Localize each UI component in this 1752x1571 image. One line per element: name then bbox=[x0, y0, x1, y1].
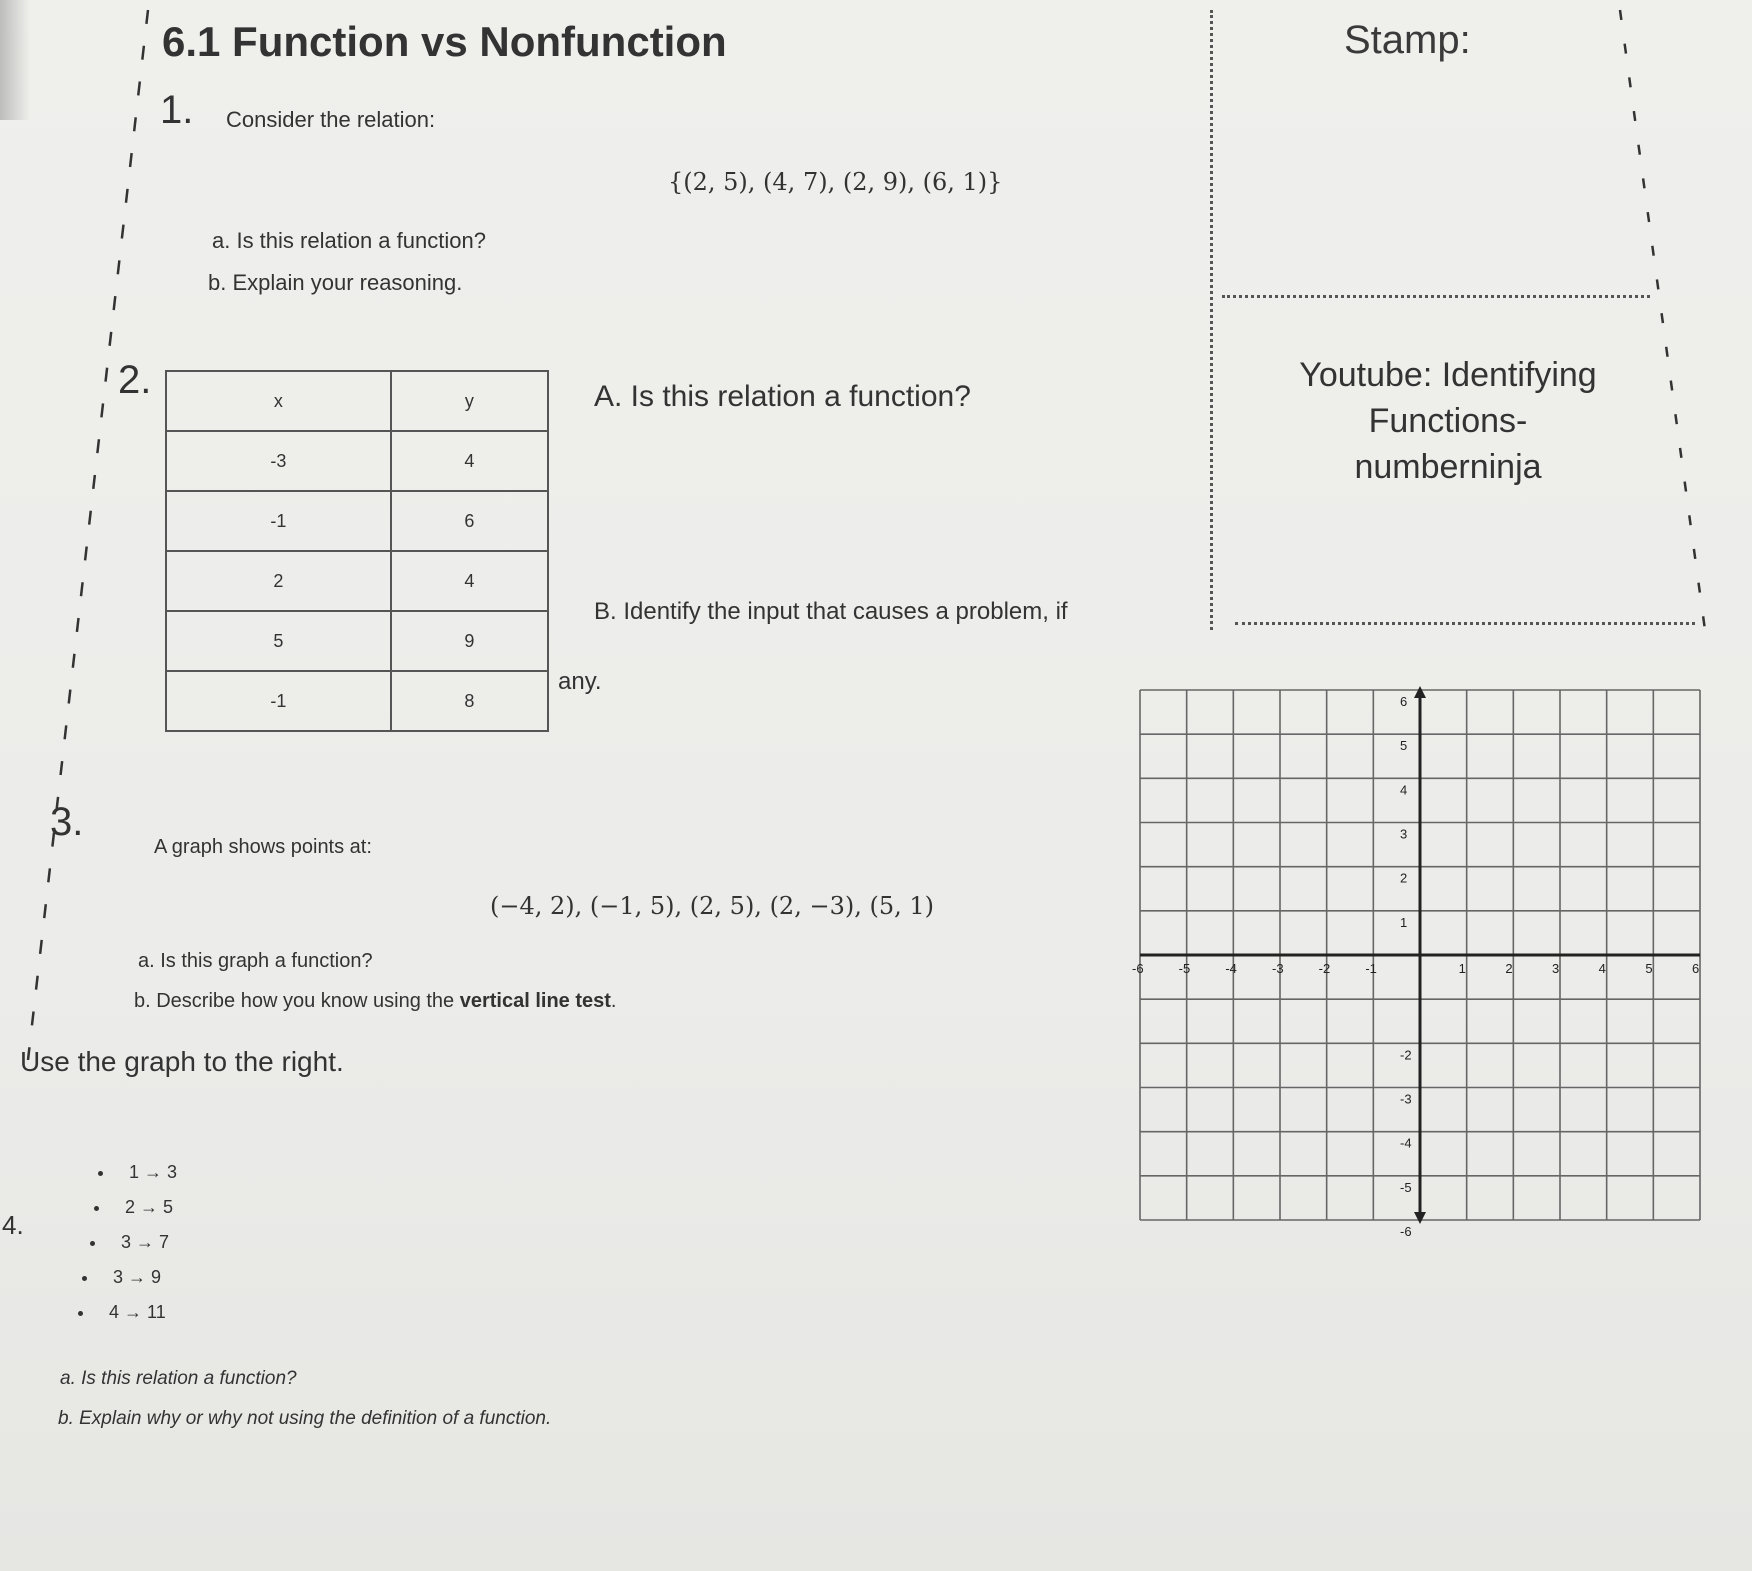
table-cell: 4 bbox=[391, 551, 548, 611]
table-row bbox=[166, 611, 548, 671]
x-tick-label: -4 bbox=[1225, 961, 1237, 976]
x-tick-label: 2 bbox=[1505, 961, 1513, 976]
bullet-icon bbox=[98, 1171, 103, 1176]
q3-vertical-line-test: vertical line test bbox=[459, 990, 611, 1012]
bullet-icon bbox=[78, 1311, 83, 1316]
stamp-label: Stamp: bbox=[1344, 18, 1471, 62]
list-item bbox=[78, 1302, 177, 1323]
y-tick-label: 2 bbox=[1400, 870, 1408, 886]
q3-points: (−4, 2), (−1, 5), (2, 5), (2, −3), (5, 1) bbox=[490, 892, 934, 920]
table-cell: 9 bbox=[391, 611, 548, 671]
grid-tick-labels bbox=[1132, 694, 1699, 1239]
q2-number: 2. bbox=[118, 358, 152, 402]
table-cell: 6 bbox=[391, 491, 548, 551]
table-cell: -3 bbox=[166, 431, 391, 491]
youtube-reference bbox=[1258, 352, 1638, 490]
list-item bbox=[82, 1267, 177, 1288]
table-header-row bbox=[166, 371, 548, 431]
page-title: 6.1 Function vs Nonfunction bbox=[162, 18, 727, 65]
table-row bbox=[166, 491, 548, 551]
y-axis-arrow-up-icon bbox=[1414, 686, 1426, 698]
q2-part-b-line1: B. Identify the input that causes a problem, if bbox=[594, 598, 1068, 625]
y-tick-label: -6 bbox=[1400, 1224, 1412, 1239]
x-tick-label: -1 bbox=[1365, 961, 1377, 976]
mapping-text: 1 → 3 bbox=[129, 1162, 178, 1182]
q3-prompt: A graph shows points at: bbox=[154, 836, 372, 858]
x-tick-label: 3 bbox=[1552, 961, 1560, 976]
mapping-text: 2 → 5 bbox=[125, 1197, 174, 1217]
mapping-text: 4 → 11 bbox=[109, 1302, 166, 1322]
x-tick-label: 5 bbox=[1645, 961, 1653, 976]
youtube-line-3: numberninja bbox=[1354, 448, 1542, 486]
table-cell: 2 bbox=[166, 551, 391, 611]
q4-part-a: a. Is this relation a function? bbox=[60, 1368, 297, 1389]
q4-part-b: b. Explain why or why not using the definition of a function. bbox=[58, 1408, 552, 1429]
table-cell: -1 bbox=[166, 671, 391, 731]
stamp-box-right-border bbox=[1600, 0, 1730, 640]
y-axis-arrow-down-icon bbox=[1414, 1212, 1426, 1224]
bullet-icon bbox=[82, 1276, 87, 1281]
q1-part-a: a. Is this relation a function? bbox=[212, 228, 486, 253]
table-header-x: x bbox=[166, 371, 391, 431]
youtube-line-1: Youtube: Identifying bbox=[1299, 356, 1597, 394]
y-tick-label: -2 bbox=[1400, 1047, 1412, 1063]
q1-number: 1. bbox=[160, 88, 194, 132]
table-cell: 5 bbox=[166, 611, 391, 671]
q2-relation-table bbox=[165, 370, 549, 732]
x-tick-label: 6 bbox=[1692, 961, 1700, 976]
x-tick-label: -3 bbox=[1272, 961, 1284, 976]
stamp-box-left-border bbox=[1210, 10, 1213, 630]
x-tick-label: -2 bbox=[1318, 961, 1331, 976]
x-tick-label: -5 bbox=[1178, 961, 1191, 976]
y-tick-label: 4 bbox=[1400, 782, 1408, 798]
table-cell: -1 bbox=[166, 491, 391, 551]
mapping-text: 3 → 7 bbox=[121, 1232, 170, 1252]
x-tick-label: -6 bbox=[1132, 961, 1144, 976]
table-cell: 4 bbox=[391, 431, 548, 491]
y-tick-label: 6 bbox=[1400, 694, 1408, 709]
y-tick-label: -4 bbox=[1400, 1135, 1412, 1151]
bullet-icon bbox=[94, 1206, 99, 1211]
q4-number: 4. bbox=[2, 1210, 24, 1240]
table-row bbox=[166, 551, 548, 611]
q1-part-b: b. Explain your reasoning. bbox=[208, 270, 463, 295]
coordinate-grid bbox=[1130, 680, 1720, 1240]
grid-axes bbox=[1140, 686, 1700, 1224]
q4-mapping-list bbox=[96, 1162, 177, 1337]
table-row bbox=[166, 431, 548, 491]
q3-part-b-prefix: b. Describe how you know using the bbox=[134, 990, 460, 1012]
table-row bbox=[166, 671, 548, 731]
list-item bbox=[90, 1232, 177, 1253]
q2-part-a: A. Is this relation a function? bbox=[594, 380, 971, 413]
q3-use-graph: Use the graph to the right. bbox=[20, 1046, 344, 1077]
y-tick-label: 1 bbox=[1400, 914, 1408, 930]
q3-part-b bbox=[134, 990, 616, 1013]
bullet-icon bbox=[90, 1241, 95, 1246]
left-margin-dashes bbox=[0, 0, 180, 1060]
list-item bbox=[94, 1197, 177, 1218]
x-tick-label: 1 bbox=[1458, 961, 1466, 976]
q1-relation: {(2, 5), (4, 7), (2, 9), (6, 1)} bbox=[668, 168, 1003, 196]
y-tick-label: -3 bbox=[1400, 1091, 1412, 1107]
table-cell: 8 bbox=[391, 671, 548, 731]
youtube-line-2: Functions- bbox=[1368, 402, 1528, 440]
q3-number: 3. bbox=[50, 800, 84, 844]
table-header-y: y bbox=[391, 371, 548, 431]
x-tick-label: 4 bbox=[1598, 961, 1606, 976]
q3-part-b-suffix: . bbox=[610, 990, 617, 1012]
y-tick-label: -5 bbox=[1400, 1179, 1412, 1195]
mapping-text: 3 → 9 bbox=[113, 1267, 162, 1287]
list-item bbox=[98, 1162, 177, 1183]
q1-prompt: Consider the relation: bbox=[226, 107, 436, 132]
stamp-box-bottom-border bbox=[1222, 295, 1650, 298]
q3-part-a: a. Is this graph a function? bbox=[138, 950, 373, 972]
y-tick-label: 3 bbox=[1400, 826, 1408, 842]
y-tick-label: 5 bbox=[1400, 738, 1408, 754]
q2-part-b-line2: any. bbox=[558, 668, 602, 695]
